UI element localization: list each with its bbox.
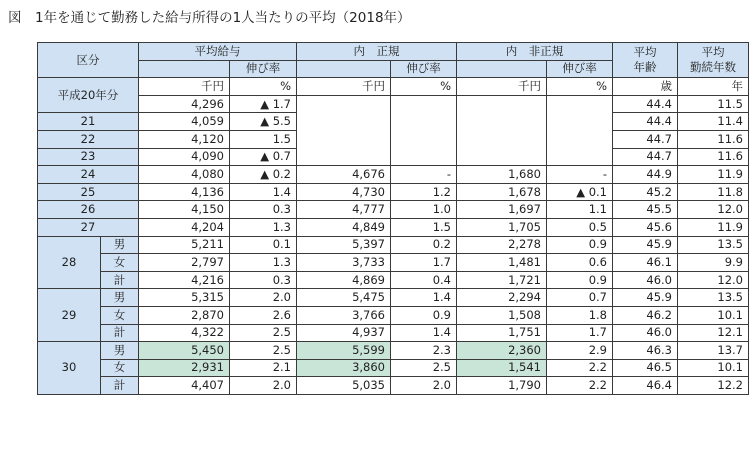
cell-nonregular-growth: 1.7 (547, 324, 613, 342)
cell-tenure: 12.1 (678, 324, 749, 342)
cell-nonregular-highlighted: 2,360 (457, 342, 547, 360)
cell-nonregular: 1,705 (457, 218, 547, 236)
cell-nonregular: 1,697 (457, 201, 547, 219)
cell-tenure: 11.9 (678, 218, 749, 236)
cell-salary-highlighted: 5,450 (139, 342, 230, 360)
cell-tenure: 10.1 (678, 306, 749, 324)
cell-nonregular-growth: - (547, 166, 613, 184)
cell-age: 45.9 (613, 289, 678, 307)
sex-label: 女 (101, 254, 139, 272)
cell-nonregular-growth: 0.7 (547, 289, 613, 307)
cell-regular: 4,937 (297, 324, 391, 342)
table-row (38, 95, 749, 113)
cell-salary: 4,059 (139, 113, 230, 131)
cell-salary-growth: 0.3 (230, 201, 297, 219)
cell-regular-growth: 2.5 (391, 359, 457, 377)
cell-nonregular: 1,678 (457, 183, 547, 201)
cell-salary-growth: 1.5 (230, 130, 297, 148)
cell-nonregular: 1,680 (457, 166, 547, 184)
cell-salary-growth: 1.3 (230, 254, 297, 272)
cell-tenure: 11.4 (678, 113, 749, 131)
cell-nonregular: 1,751 (457, 324, 547, 342)
table-row (38, 254, 749, 272)
header-avg-age-line1: 平均 (633, 45, 657, 60)
sex-label: 男 (101, 342, 139, 360)
row-label: 26 (38, 201, 139, 219)
row-label: 25 (38, 183, 139, 201)
sex-label: 女 (101, 359, 139, 377)
cell-salary: 4,150 (139, 201, 230, 219)
cell-salary: 4,090 (139, 148, 230, 166)
cell-nonregular-growth: 0.5 (547, 218, 613, 236)
cell-nonregular-growth: 2.2 (547, 359, 613, 377)
header-regular: 内 正規 (297, 43, 457, 61)
cell-salary-growth: ▲ 1.7 (230, 95, 297, 113)
table-row (38, 324, 749, 342)
row-label: 22 (38, 130, 139, 148)
unit-tenure: 年 (678, 78, 749, 96)
table-row (38, 289, 749, 307)
cell-nonregular: 2,294 (457, 289, 547, 307)
cell-age: 46.3 (613, 342, 678, 360)
cell-tenure: 10.1 (678, 359, 749, 377)
cell-salary-highlighted: 2,931 (139, 359, 230, 377)
cell-tenure: 12.0 (678, 201, 749, 219)
unit-salary: 千円 (139, 78, 230, 96)
cell-age: 46.0 (613, 271, 678, 289)
cell-age: 46.4 (613, 377, 678, 395)
row-label: 21 (38, 113, 139, 131)
cell-salary-growth: 2.5 (230, 324, 297, 342)
header-row-1 (38, 43, 749, 61)
cell-salary-growth: 2.0 (230, 377, 297, 395)
cell-regular-growth: 0.9 (391, 306, 457, 324)
cell-salary: 4,322 (139, 324, 230, 342)
table-row (38, 166, 749, 184)
header-avg-salary: 平均給与 (139, 43, 297, 61)
cell-nonregular-growth: 0.9 (547, 271, 613, 289)
cell-age: 46.1 (613, 254, 678, 272)
group-year-label: 29 (38, 289, 101, 342)
cell-age: 45.6 (613, 218, 678, 236)
cell-nonregular-empty (457, 95, 547, 165)
unit-age: 歳 (613, 78, 678, 96)
cell-salary-growth: ▲ 0.2 (230, 166, 297, 184)
cell-regular-growth: - (391, 166, 457, 184)
cell-regular: 4,849 (297, 218, 391, 236)
cell-regular-growth: 1.4 (391, 289, 457, 307)
cell-salary-growth: 1.4 (230, 183, 297, 201)
unit-nonregular: 千円 (457, 78, 547, 96)
cell-tenure: 12.2 (678, 377, 749, 395)
units-row (38, 78, 749, 96)
cell-salary: 4,296 (139, 95, 230, 113)
cell-nonregular: 1,508 (457, 306, 547, 324)
header-avg-age (613, 43, 678, 78)
cell-age: 46.5 (613, 359, 678, 377)
cell-regular: 3,733 (297, 254, 391, 272)
cell-age: 46.2 (613, 306, 678, 324)
row-label: 24 (38, 166, 139, 184)
cell-regular-growth: 0.4 (391, 271, 457, 289)
header-salary-spacer (139, 60, 230, 78)
cell-salary: 2,797 (139, 254, 230, 272)
cell-regular-growth: 0.2 (391, 236, 457, 254)
cell-nonregular-growth: 2.2 (547, 377, 613, 395)
cell-regular: 4,676 (297, 166, 391, 184)
cell-tenure: 11.6 (678, 130, 749, 148)
cell-salary-growth: 2.5 (230, 342, 297, 360)
header-salary-growth: 伸び率 (230, 60, 297, 78)
row-label: 23 (38, 148, 139, 166)
cell-regular-highlighted: 3,860 (297, 359, 391, 377)
group-year-label: 28 (38, 236, 101, 289)
cell-nonregular-growth-empty (547, 95, 613, 165)
cell-tenure: 11.8 (678, 183, 749, 201)
unit-nonregular-growth: % (547, 78, 613, 96)
cell-salary-growth: 0.1 (230, 236, 297, 254)
header-nonregular: 内 非正規 (457, 43, 613, 61)
cell-regular: 5,475 (297, 289, 391, 307)
cell-regular: 4,730 (297, 183, 391, 201)
header-regular-spacer (297, 60, 391, 78)
unit-regular-growth: % (391, 78, 457, 96)
cell-salary-growth: 2.6 (230, 306, 297, 324)
cell-salary: 2,870 (139, 306, 230, 324)
table-row (38, 271, 749, 289)
cell-regular-growth: 1.2 (391, 183, 457, 201)
cell-regular-growth-empty (391, 95, 457, 165)
cell-salary-growth: 0.3 (230, 271, 297, 289)
cell-regular-growth: 2.0 (391, 377, 457, 395)
page-title: 図 1年を通じて勤務した給与所得の1人当たりの平均（2018年） (8, 10, 411, 26)
cell-salary: 4,080 (139, 166, 230, 184)
cell-regular-growth: 1.0 (391, 201, 457, 219)
cell-salary-growth: 2.1 (230, 359, 297, 377)
cell-salary: 4,216 (139, 271, 230, 289)
cell-salary-growth: 2.0 (230, 289, 297, 307)
salary-table (37, 42, 749, 395)
cell-regular: 4,869 (297, 271, 391, 289)
cell-regular: 5,397 (297, 236, 391, 254)
cell-nonregular: 1,721 (457, 271, 547, 289)
cell-salary: 4,204 (139, 218, 230, 236)
cell-salary-growth: ▲ 5.5 (230, 113, 297, 131)
table-row (38, 306, 749, 324)
cell-age: 45.5 (613, 201, 678, 219)
cell-regular: 4,777 (297, 201, 391, 219)
cell-age: 45.9 (613, 236, 678, 254)
cell-regular-growth: 1.4 (391, 324, 457, 342)
cell-salary: 4,407 (139, 377, 230, 395)
cell-nonregular-growth: 1.1 (547, 201, 613, 219)
cell-salary: 5,315 (139, 289, 230, 307)
unit-regular: 千円 (297, 78, 391, 96)
cell-age: 44.4 (613, 113, 678, 131)
cell-tenure: 9.9 (678, 254, 749, 272)
table-row (38, 183, 749, 201)
group-year-label: 30 (38, 342, 101, 395)
sex-label: 計 (101, 324, 139, 342)
cell-tenure: 11.9 (678, 166, 749, 184)
table-row (38, 359, 749, 377)
table-row (38, 377, 749, 395)
header-nonregular-growth: 伸び率 (547, 60, 613, 78)
cell-nonregular-growth: ▲ 0.1 (547, 183, 613, 201)
header-regular-growth: 伸び率 (391, 60, 457, 78)
unit-salary-growth: % (230, 78, 297, 96)
header-tenure-line1: 平均 (701, 45, 725, 60)
cell-regular-growth: 1.7 (391, 254, 457, 272)
sex-label: 計 (101, 377, 139, 395)
table-row (38, 342, 749, 360)
cell-tenure: 11.5 (678, 95, 749, 113)
cell-nonregular-growth: 2.9 (547, 342, 613, 360)
cell-tenure: 13.5 (678, 289, 749, 307)
cell-age: 44.4 (613, 95, 678, 113)
sex-label: 男 (101, 236, 139, 254)
sex-label: 男 (101, 289, 139, 307)
header-nonregular-spacer (457, 60, 547, 78)
cell-salary: 5,211 (139, 236, 230, 254)
cell-regular-empty (297, 95, 391, 165)
table-row (38, 201, 749, 219)
cell-salary-growth: 1.3 (230, 218, 297, 236)
sex-label: 計 (101, 271, 139, 289)
cell-age: 44.9 (613, 166, 678, 184)
cell-regular-growth: 2.3 (391, 342, 457, 360)
table-row (38, 218, 749, 236)
cell-age: 46.0 (613, 324, 678, 342)
cell-nonregular: 1,481 (457, 254, 547, 272)
sex-label: 女 (101, 306, 139, 324)
header-tenure (678, 43, 749, 78)
cell-nonregular: 1,790 (457, 377, 547, 395)
header-tenure-line2: 勤続年数 (690, 60, 736, 75)
table-row (38, 236, 749, 254)
cell-nonregular-growth: 1.8 (547, 306, 613, 324)
header-category: 区分 (38, 43, 139, 78)
cell-tenure: 12.0 (678, 271, 749, 289)
cell-regular: 5,035 (297, 377, 391, 395)
cell-age: 44.7 (613, 130, 678, 148)
cell-regular-highlighted: 5,599 (297, 342, 391, 360)
cell-regular: 3,766 (297, 306, 391, 324)
cell-nonregular-growth: 0.6 (547, 254, 613, 272)
cell-salary-growth: ▲ 0.7 (230, 148, 297, 166)
cell-regular-growth: 1.5 (391, 218, 457, 236)
cell-nonregular-growth: 0.9 (547, 236, 613, 254)
cell-tenure: 13.5 (678, 236, 749, 254)
cell-tenure: 11.6 (678, 148, 749, 166)
header-avg-age-line2: 年齢 (633, 60, 657, 75)
cell-age: 45.2 (613, 183, 678, 201)
cell-salary: 4,136 (139, 183, 230, 201)
cell-nonregular: 2,278 (457, 236, 547, 254)
row-label-h20: 平成20年分 (38, 78, 139, 113)
row-label: 27 (38, 218, 139, 236)
cell-tenure: 13.7 (678, 342, 749, 360)
cell-salary: 4,120 (139, 130, 230, 148)
cell-nonregular-highlighted: 1,541 (457, 359, 547, 377)
cell-age: 44.7 (613, 148, 678, 166)
